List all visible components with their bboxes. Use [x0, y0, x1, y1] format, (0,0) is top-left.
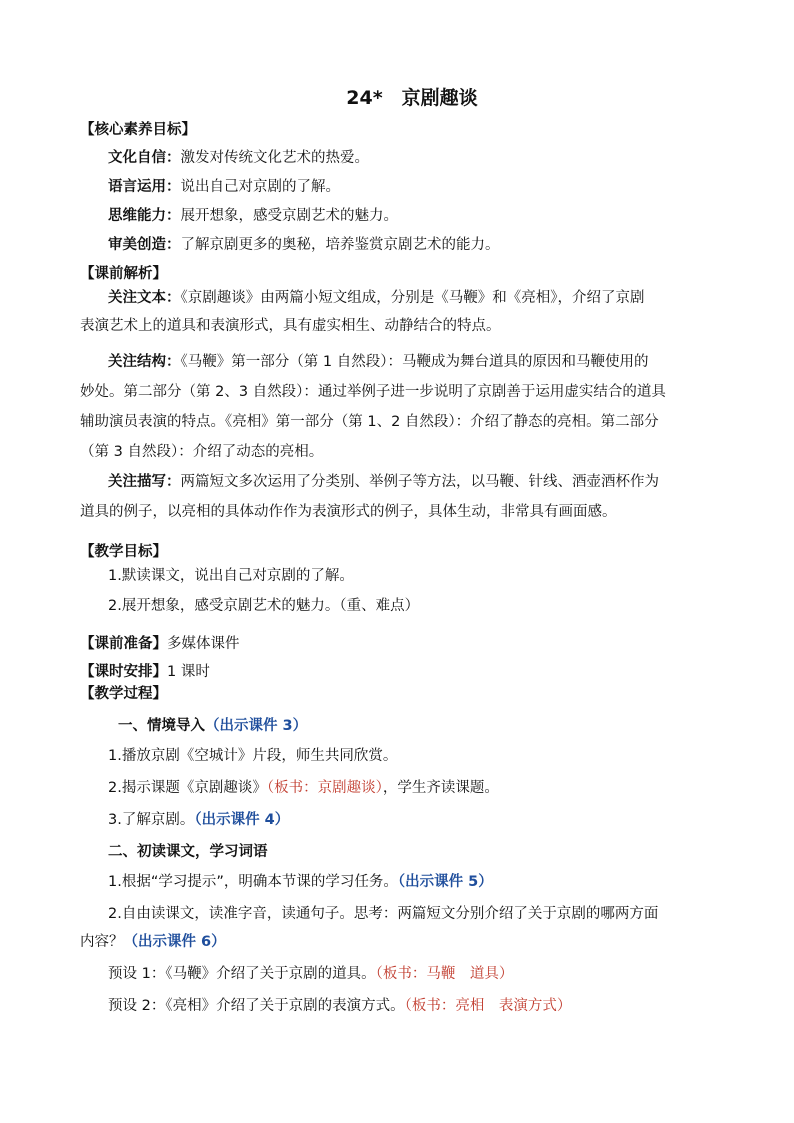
section-2-step [108, 872, 493, 892]
analysis-description-label: 关注描写： [108, 474, 181, 490]
step-text: ，学生齐读课题。 [382, 780, 499, 796]
teaching-goal-item: 2.展开想象，感受京剧艺术的魅力。（重、难点） [108, 598, 420, 614]
core-goal-label: 审美创造： [108, 237, 181, 253]
section-2-step [80, 932, 226, 952]
section-1-step: 1.播放京剧《空城计》片段，师生共同欣赏。 [108, 748, 398, 764]
analysis-text-line: 表演艺术上的道具和表演形式，具有虚实相生、动静结合的特点。 [80, 318, 501, 334]
prep-line [80, 634, 240, 654]
section-2-step: 2.自由读课文，读准字音，读通句子。思考：两篇短文分别介绍了关于京剧的哪两方面 [108, 906, 659, 922]
schedule-line [80, 662, 210, 682]
section-1-title-line [118, 716, 307, 736]
core-goal-label: 思维能力： [108, 208, 181, 224]
step-text: 3.了解京剧。 [108, 812, 195, 828]
prep-heading: 【课前准备】 [80, 636, 167, 652]
preset-line [108, 996, 571, 1016]
step-text: 预设 1：《马鞭》介绍了关于京剧的道具。 [108, 966, 376, 982]
core-goal-item [108, 148, 369, 168]
section-2-title: 二、初读课文，学习词语 [108, 844, 268, 860]
board-note: （板书：亮相 表演方式） [404, 998, 572, 1014]
teaching-goals-heading: 【教学目标】 [80, 544, 167, 560]
schedule-text: 1 课时 [167, 664, 210, 680]
step-text: 预设 2：《亮相》介绍了关于京剧的表演方式。 [108, 998, 405, 1014]
page-title: 24* 京剧趣谈 [346, 87, 478, 109]
core-goal-text: 了解京剧更多的奥秘，培养鉴赏京剧艺术的能力。 [180, 237, 500, 253]
core-goal-item [108, 235, 500, 255]
courseware-tag: （出示课件 4） [194, 812, 290, 828]
schedule-heading: 【课时安排】 [80, 664, 167, 680]
section-1-step [108, 810, 289, 830]
core-goal-label: 文化自信： [108, 150, 181, 166]
analysis-structure-line: 辅助演员表演的特点。《亮相》第一部分（第 1、2 自然段）：介绍了静态的亮相。第二部分 [80, 414, 659, 430]
courseware-tag: （出示课件 6） [123, 934, 226, 950]
core-goal-text: 激发对传统文化艺术的热爱。 [180, 150, 369, 166]
courseware-tag: （出示课件 3） [205, 718, 308, 734]
preset-line [108, 964, 513, 984]
analysis-text-line [108, 288, 645, 308]
core-goal-item [108, 206, 398, 226]
analysis-text-content: 《京剧趣谈》由两篇小短文组成，分别是《马鞭》和《亮相》，介绍了京剧 [180, 290, 645, 306]
analysis-structure-line: （第 3 自然段）：介绍了动态的亮相。 [80, 444, 324, 460]
step-text: 1.根据“学习提示”，明确本节课的学习任务。 [108, 874, 398, 890]
analysis-text-label: 关注文本： [108, 290, 181, 306]
step-text: 2.揭示课题《京剧趣谈》 [108, 780, 267, 796]
core-goal-text: 说出自己对京剧的了解。 [180, 179, 340, 195]
step-text: 内容？ [80, 934, 124, 950]
core-goal-item [108, 177, 340, 197]
board-note: （板书：马鞭 道具） [375, 966, 514, 982]
analysis-structure-line: 妙处。第二部分（第 2、3 自然段）：通过举例子进一步说明了京剧善于运用虚实结合的道具 [80, 384, 666, 400]
teaching-goal-item: 1.默读课文，说出自己对京剧的了解。 [108, 568, 354, 584]
board-note: （板书：京剧趣谈） [266, 780, 383, 796]
analysis-description-content: 两篇短文多次运用了分类别、举例子等方法，以马鞭、针线、酒壶酒杯作为 [180, 474, 659, 490]
analysis-structure-label: 关注结构： [108, 354, 181, 370]
analysis-description-line [108, 472, 659, 492]
core-goal-label: 语言运用： [108, 179, 181, 195]
prep-text: 多媒体课件 [167, 636, 240, 652]
core-goal-text: 展开想象，感受京剧艺术的魅力。 [180, 208, 398, 224]
analysis-structure-line [108, 352, 648, 372]
section-1-title: 一、情境导入 [118, 718, 205, 734]
core-goals-heading: 【核心素养目标】 [80, 122, 196, 138]
analysis-structure-content: 《马鞭》第一部分（第 1 自然段）：马鞭成为舞台道具的原因和马鞭使用的 [180, 354, 649, 370]
section-1-step [108, 778, 499, 798]
analysis-heading: 【课前解析】 [80, 266, 167, 282]
courseware-tag: （出示课件 5） [397, 874, 493, 890]
process-heading: 【教学过程】 [80, 686, 167, 702]
analysis-description-line: 道具的例子，以亮相的具体动作作为表演形式的例子，具体生动，非常具有画面感。 [80, 504, 617, 520]
